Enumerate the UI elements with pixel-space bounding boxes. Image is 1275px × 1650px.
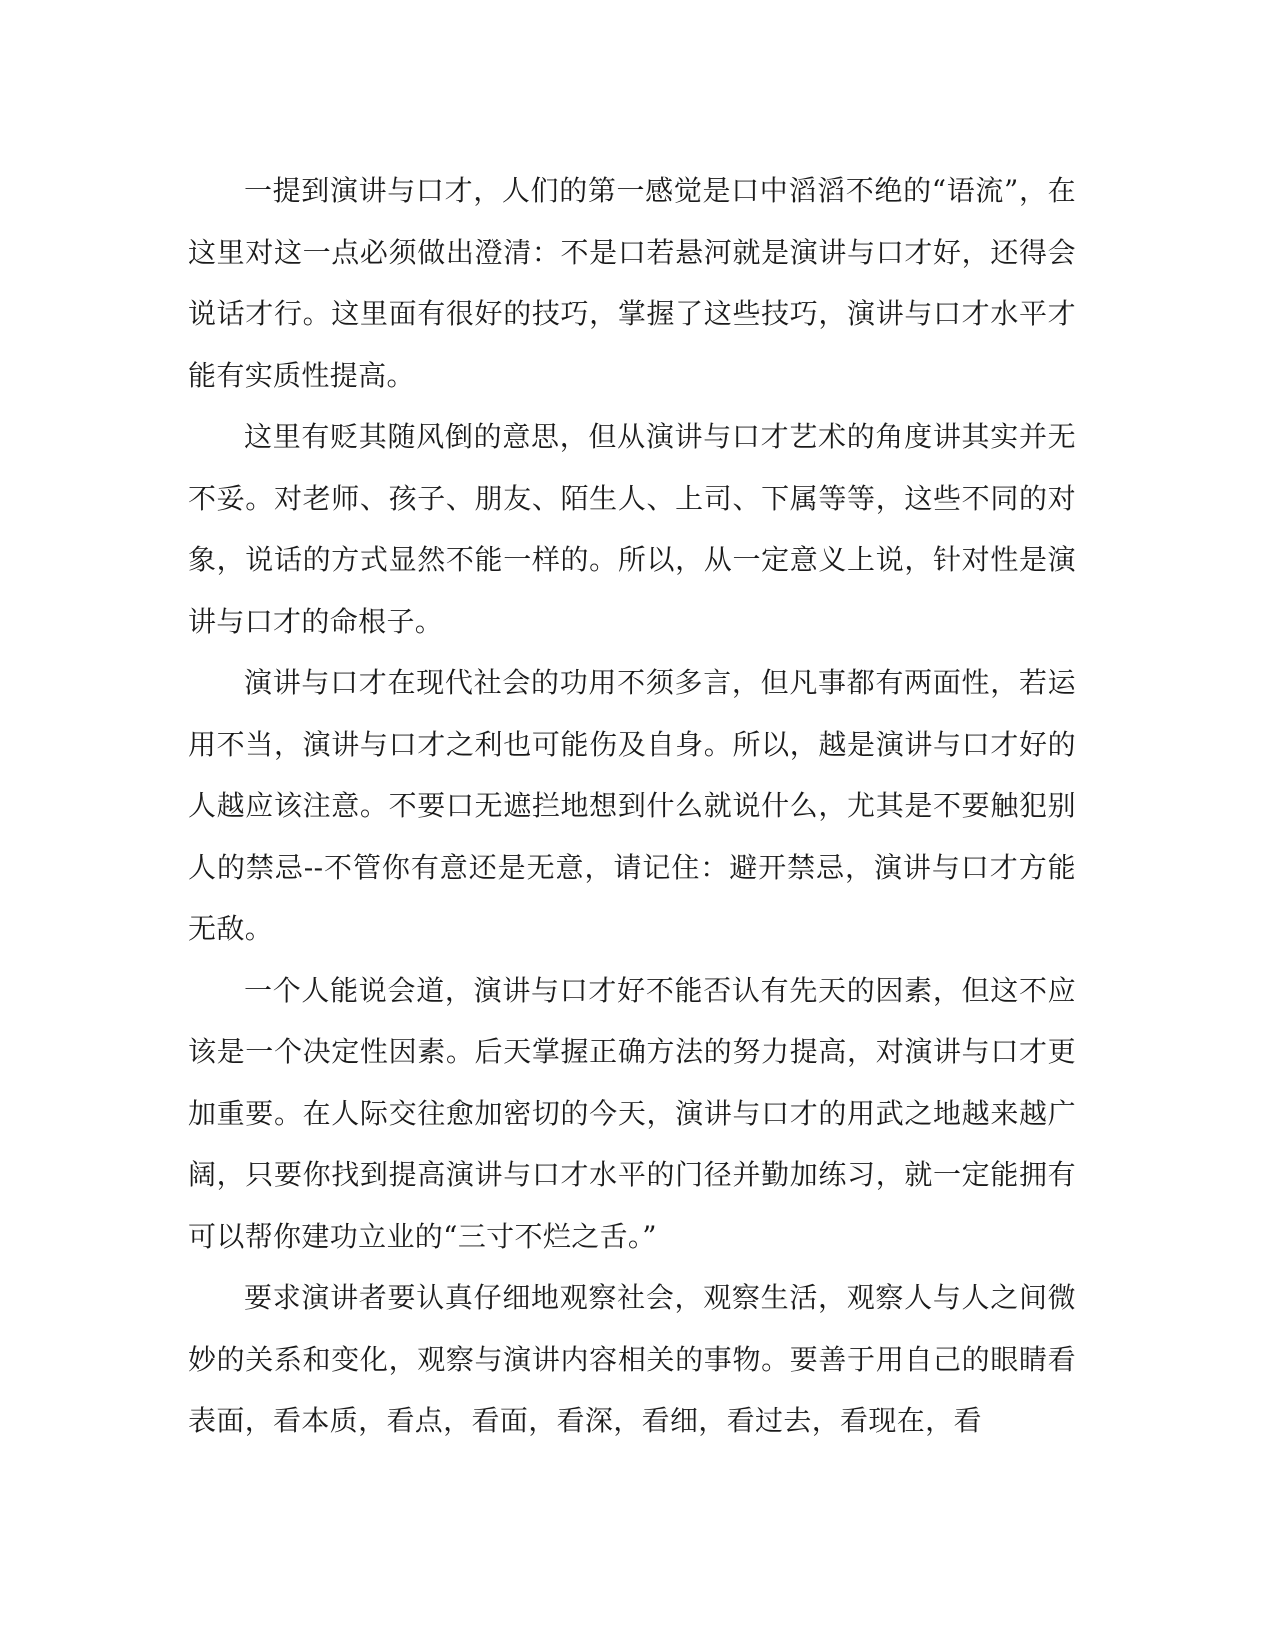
paragraph-3: 演讲与口才在现代社会的功用不须多言，但凡事都有两面性，若运用不当，演讲与口才之利也可能伤及自身。所以，越是演讲与口才好的人越应该注意。不要口无遮拦地想到什么就说什么，尤其是不要触犯别人的禁忌--不管你有意还是无意，请记住：避开禁忌，演讲与口才方能无敌。 [188, 666, 1076, 945]
paragraph-1: 一提到演讲与口才，人们的第一感觉是口中滔滔不绝的“语流”，在这里对这一点必须做出澄清：不是口若悬河就是演讲与口才好，还得会说话才行。这里面有很好的技巧，掌握了这些技巧，演讲与口才水平才能有实质性提高。 [188, 174, 1076, 392]
paragraph-4: 一个人能说会道，演讲与口才好不能否认有先天的因素，但这不应该是一个决定性因素。后天掌握正确方法的努力提高，对演讲与口才更加重要。在人际交往愈加密切的今天，演讲与口才的用武之地越来越广阔，只要你找到提高演讲与口才水平的门径并勤加练习，就一定能拥有可以帮你建功立业的“三寸不烂之舌。” [188, 973, 1076, 1253]
document-body [188, 160, 1076, 1452]
paragraph-5: 要求演讲者要认真仔细地观察社会，观察生活，观察人与人之间微妙的关系和变化，观察与演讲内容相关的事物。要善于用自己的眼睛看表面，看本质，看点，看面，看深，看细，看过去，看现在，看 [188, 1281, 1076, 1437]
paragraph-2: 这里有贬其随风倒的意思，但从演讲与口才艺术的角度讲其实并无不妥。对老师、孩子、朋友、陌生人、上司、下属等等，这些不同的对象，说话的方式显然不能一样的。所以，从一定意义上说，针对性是演讲与口才的命根子。 [188, 420, 1076, 638]
